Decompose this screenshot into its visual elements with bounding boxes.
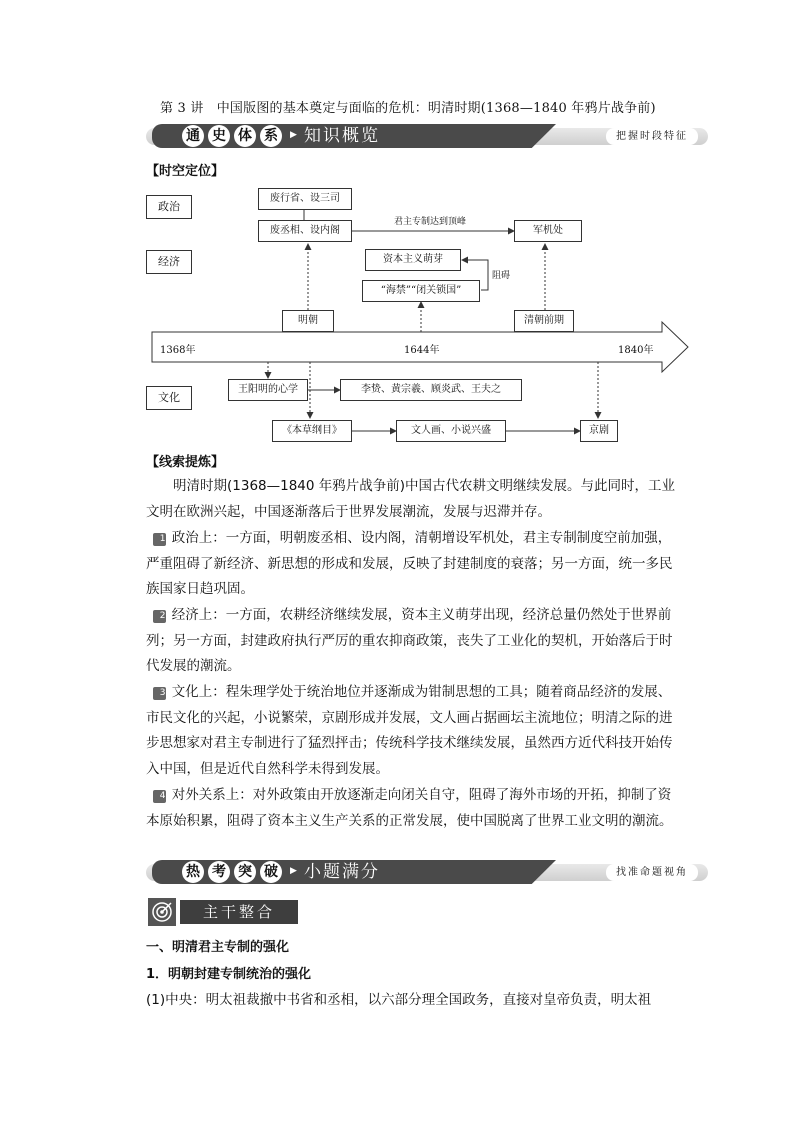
box-capitalism: 资本主义萌芽: [365, 249, 461, 271]
point-text: 文化上：程朱理学处于统治地位并逐渐成为钳制思想的工具；随着商品经济的发展、市民文化的兴起，小说繁荣，京剧形成并发展，文人画占据画坛主流地位；明清之际的进步思想家对君主专制进行了猛烈抨击；传统科学技术继续发展，虽然西方近代科技开始传入中国，但是近代自然科学未得到发展。: [146, 684, 673, 777]
box-wangyangming: 王阳明的心学: [228, 379, 308, 401]
point-number: 3: [153, 687, 166, 700]
tick-1840: 1840年: [618, 345, 654, 356]
banner-char: 热: [182, 861, 204, 883]
banner-chars: [182, 861, 282, 883]
banner-char: 突: [234, 861, 256, 883]
banner-char: 体: [234, 125, 256, 147]
category-culture: 文化: [146, 386, 192, 410]
section-banner-breakthrough: [146, 860, 708, 884]
box-bencao: 《本草纲目》: [272, 420, 352, 442]
point-number: 4: [153, 790, 166, 803]
box-cabinet: 废丞相、设内阁: [258, 220, 352, 242]
intro-paragraph: 明清时期(1368—1840 年鸦片战争前)中国古代农耕文明继续发展。与此同时，工业文明在欧洲兴起，中国逐渐落后于世界发展潮流，发展与迟滞并存。: [146, 478, 676, 520]
triangle-right-icon: ▶: [290, 130, 297, 140]
note-hinder: 阻碍: [492, 271, 511, 281]
box-military: 军机处: [514, 220, 582, 242]
tick-1644: 1644年: [404, 345, 440, 356]
box-literati: 文人画、小说兴盛: [396, 420, 506, 442]
banner-char: 通: [182, 125, 204, 147]
heading-level1: 一、明清君主专制的强化: [146, 940, 290, 955]
banner-char: 考: [208, 861, 230, 883]
tick-1368: 1368年: [160, 345, 196, 356]
banner-char: 史: [208, 125, 230, 147]
point-foreign-relations: [146, 783, 676, 834]
heading-level2: 1．明朝封建专制统治的强化: [146, 967, 312, 982]
lecture-title: 第 3 讲 中国版图的基本奠定与面临的危机：明清时期(1368—1840 年鸦片战争前): [160, 101, 656, 116]
box-provinces: 废行省、设三司: [258, 188, 352, 210]
point-text: 经济上：一方面，农耕经济继续发展，资本主义萌芽出现，经济总量仍然处于世界前列；另一方面，封建政府执行严厉的重农抑商政策，丧失了工业化的契机，开始落后于时代发展的潮流。: [146, 607, 673, 674]
point-politics: [146, 526, 676, 603]
box-peking-opera: 京剧: [580, 420, 618, 442]
banner-right-label: 找准命题视角: [606, 864, 698, 881]
box-qing: 清朝前期: [514, 310, 574, 332]
core-badge: [148, 898, 298, 926]
note-autocracy: 君主专制达到顶峰: [394, 217, 467, 227]
category-politics: 政治: [146, 195, 192, 219]
category-economy: 经济: [146, 250, 192, 274]
point-culture: [146, 680, 676, 782]
section-time-label: 【时空定位】: [146, 164, 225, 179]
body-line: (1)中央：明太祖裁撤中书省和丞相，以六部分理全国政务，直接对皇帝负责，明太祖: [146, 992, 652, 1008]
banner-char: 破: [260, 861, 282, 883]
point-text: 对外关系上：对外政策由开放逐渐走向闭关自守，阻碍了海外市场的开拓，抑制了资本原始积累，阻碍了资本主义生产关系的正常发展，使中国脱离了世界工业文明的潮流。: [146, 787, 673, 829]
point-economy: [146, 603, 676, 680]
banner-subtitle: 知识概览: [304, 126, 380, 146]
box-haijin: “海禁”“闭关锁国”: [362, 280, 480, 302]
banner-char: 系: [260, 125, 282, 147]
banner-right-label: 把握时段特征: [606, 128, 698, 145]
target-icon: [148, 898, 176, 926]
badge-label: 主干整合: [180, 900, 298, 924]
banner-subtitle: 小题满分: [304, 862, 380, 882]
box-ming: 明朝: [282, 310, 334, 332]
point-number: 2: [153, 610, 166, 623]
point-text: 政治上：一方面，明朝废丞相、设内阁，清朝增设军机处，君主专制制度空前加强，严重阻碍了新经济、新思想的形成和发展，反映了封建制度的衰落；另一方面，统一多民族国家日趋巩固。: [146, 530, 673, 597]
box-thinkers: 李贽、黄宗羲、顾炎武、王夫之: [340, 379, 522, 401]
section-clue-label: 【线索提炼】: [146, 455, 225, 470]
point-number: 1: [153, 533, 166, 546]
triangle-right-icon: ▶: [290, 866, 297, 876]
